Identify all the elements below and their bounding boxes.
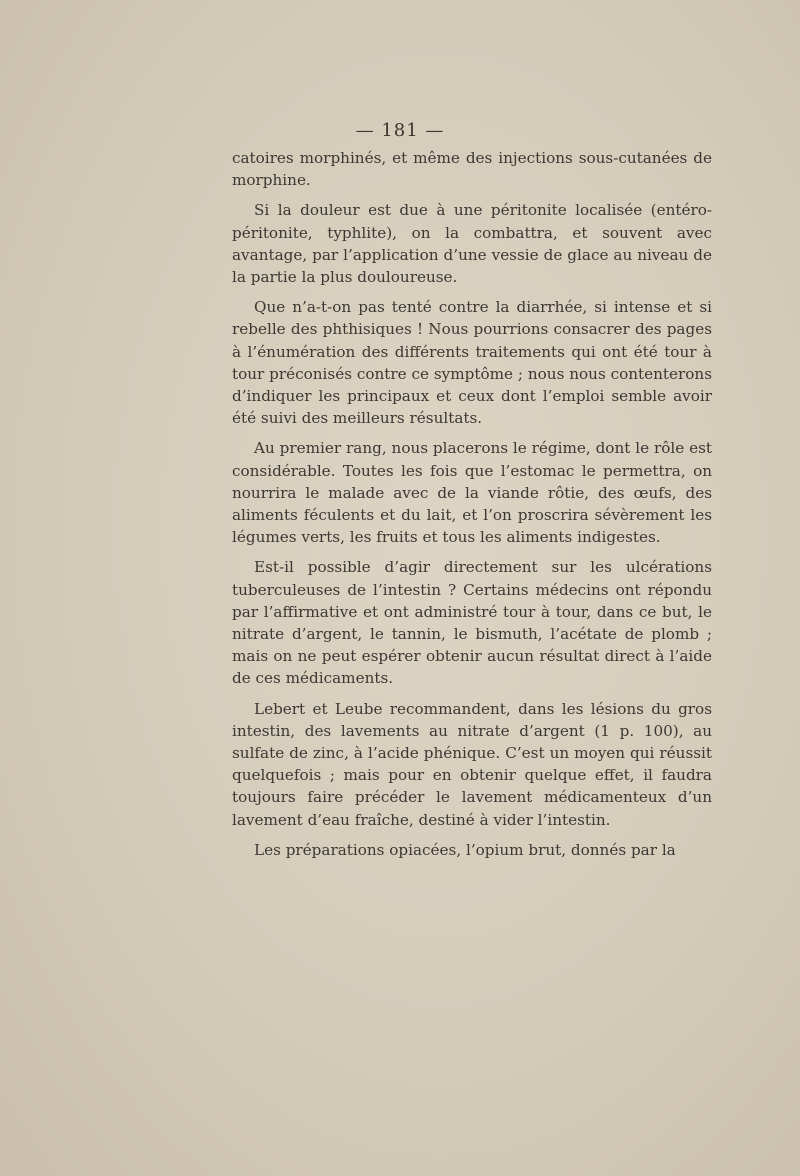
paragraph-lavements: Lebert et Leube recommandent, dans les lésions du gros intestin, des lavements au nitrate d’argent (1 p. 100), au sulfate de zinc, à l’acide phénique. C’est un moyen qui réussit quelquefois ; mais pour en obtenir quelque effet, il faudra toujours faire précéder le lavement médicamenteux d’un lavement d’eau fraîche, destiné à vider l’intestin.	[232, 699, 712, 829]
paragraph-diarrhee: Que n’a-t-on pas tenté contre la diarrhée, si intense et si rebelle des phthisiques ! Nous pourrions consacrer des pages à l’énumération des différents traitements qui ont été tour à tour préconisés contre ce symptôme ; nous nous contenterons d’indiquer les principaux et ceux dont l’emploi semble avoir été suivi des meilleurs résultats.	[232, 298, 712, 428]
paragraph-ulcerations: Est-il possible d’agir directement sur les ulcérations tuberculeuses de l’intestin ? Certains médecins ont répondu par l’affirmative et ont administré tour à tour, dans ce but, le nitrate d’argent, le tannin, le bismuth, l’acétate de plomb ; mais on ne peut espérer obtenir aucun résultat direct à l’aide de ces médicaments.	[232, 558, 712, 688]
page-number: — 181 —	[355, 120, 445, 141]
paragraph-peritonite: Si la douleur est due à une péritonite localisée (entéro-péritonite, typhlite), on la combattra, et souvent avec avantage, par l’application d’une vessie de glace au niveau de la partie la plus douloureuse.	[232, 201, 712, 287]
paragraph-preparations-opiacees: Les préparations opiacées, l’opium brut, donnés par la	[254, 840, 676, 859]
paragraph-continuation: catoires morphinés, et même des injections sous-cutanées de morphine.	[232, 149, 712, 190]
paragraph-regime: Au premier rang, nous placerons le régime, dont le rôle est considérable. Toutes les fois que l’estomac le permettra, on nourrira le malade avec de la viande rôtie, des œufs, des aliments féculents et du lait, et l’on proscrira sévèrement les légumes verts, les fruits et tous les aliments indigestes.	[232, 439, 712, 547]
page-body-text	[232, 147, 712, 861]
